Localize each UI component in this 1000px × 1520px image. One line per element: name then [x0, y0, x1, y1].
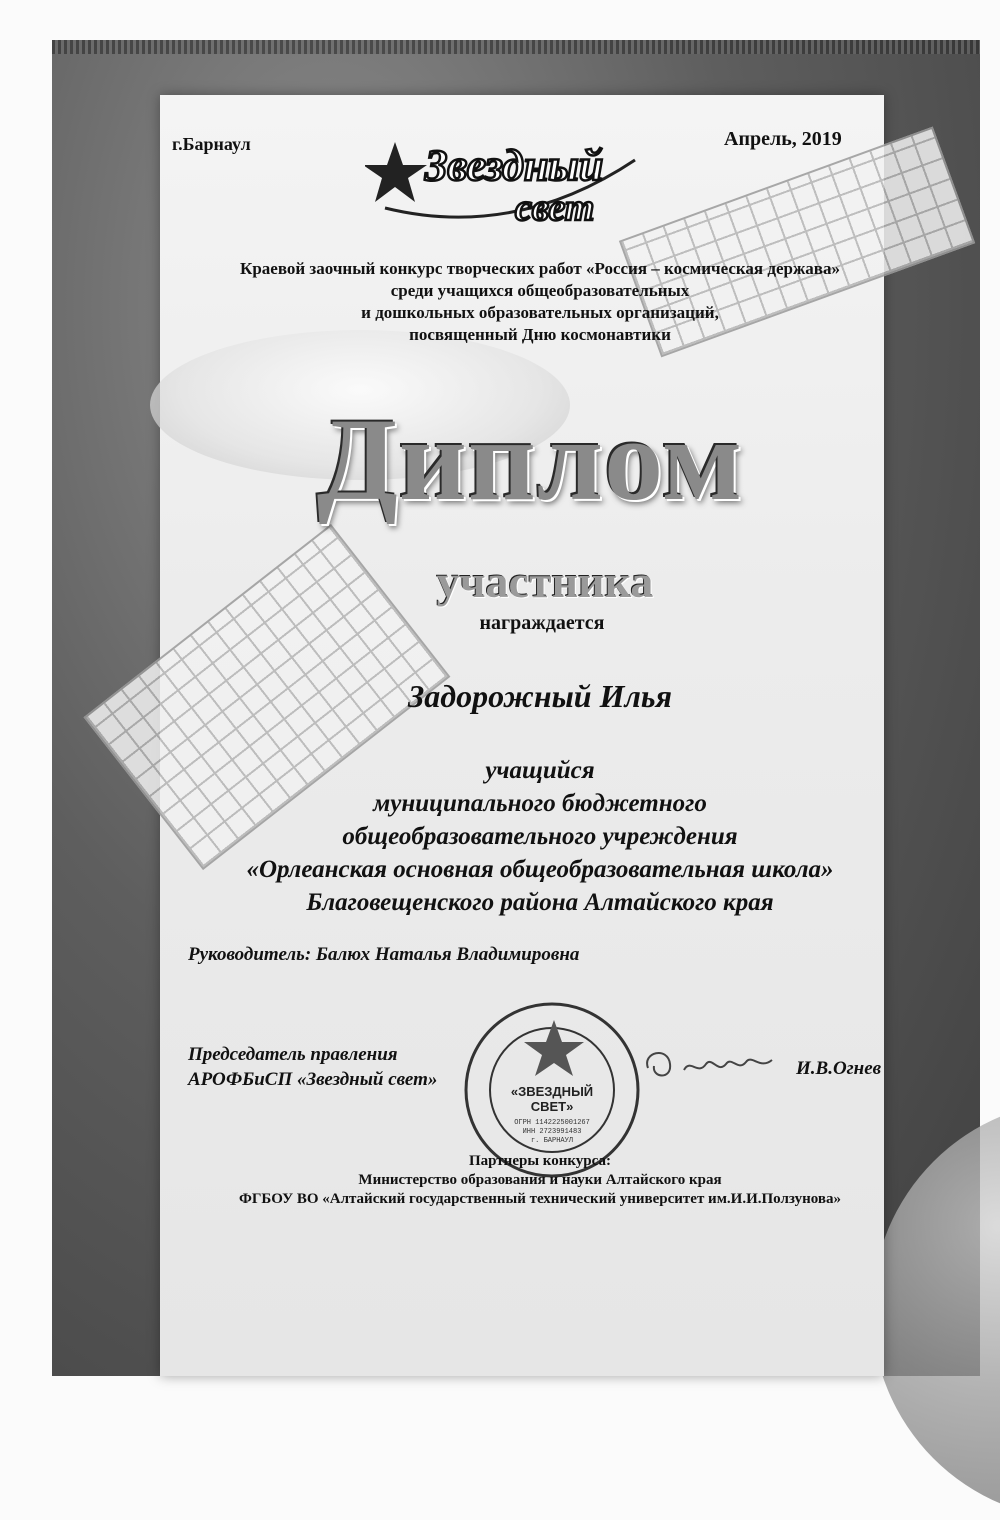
- partner-item: Министерство образования и науки Алтайского края: [358, 1172, 722, 1188]
- recipient-name: Задорожный Илья: [407, 678, 672, 714]
- logo-text-line2: свет: [515, 187, 595, 229]
- recipient-description: [40, 754, 1000, 919]
- chair-name: И.В.Огнев: [796, 1058, 882, 1079]
- partners-heading: Партнеры конкурса:: [469, 1153, 611, 1169]
- intro-line: среди учащихся общеобразовательных: [390, 281, 690, 300]
- city-label: г.Барнаул: [172, 134, 251, 154]
- date-label: Апрель, 2019: [724, 128, 842, 150]
- description-line: «Орлеанская основная общеобразовательная школа»: [246, 856, 834, 883]
- description-line: муниципального бюджетного: [373, 790, 707, 817]
- description-line: общеобразовательного учреждения: [342, 823, 738, 850]
- intro-line: посвященный Дню космонавтики: [409, 325, 671, 344]
- partner-item: ФГБОУ ВО «Алтайский государственный технический университет им.И.И.Ползунова»: [239, 1191, 841, 1207]
- diploma-subtitle: участника: [436, 556, 654, 607]
- diploma-title: Диплом: [316, 394, 744, 525]
- leader-line: Руководитель: Балюх Наталья Владимировна: [188, 944, 580, 965]
- partners-block: [40, 1152, 1000, 1209]
- description-line: учащийся: [485, 757, 595, 784]
- description-line: Благовещенского района Алтайского края: [306, 889, 774, 916]
- stamp-text-line1: «ЗВЕЗДНЫЙ: [510, 1084, 594, 1099]
- stamp-city: г. БАРНАУЛ: [530, 1137, 574, 1145]
- star-light-logo: [365, 120, 655, 230]
- stamp-text-line2: СВЕТ»: [530, 1099, 574, 1114]
- frame-band-top: [52, 40, 980, 54]
- logo-text-line1: Звездный: [425, 141, 604, 190]
- stamp-ogrn: ОГРН 1142225001267: [514, 1119, 590, 1127]
- chair-block: [188, 1042, 437, 1092]
- intro-line: и дошкольных образовательных организаций,: [361, 303, 719, 322]
- awarded-label: награждается: [479, 612, 605, 634]
- chair-title: Председатель правления: [188, 1044, 398, 1065]
- intro-line: Краевой заочный конкурс творческих работ «Россия – космическая держава»: [240, 259, 840, 278]
- contest-intro: [40, 258, 1000, 346]
- chair-organization: АРОФБиСП «Звездный свет»: [188, 1069, 438, 1090]
- stamp-inn: ИНН 2723991483: [522, 1128, 582, 1136]
- handwritten-signature: [640, 1040, 800, 1090]
